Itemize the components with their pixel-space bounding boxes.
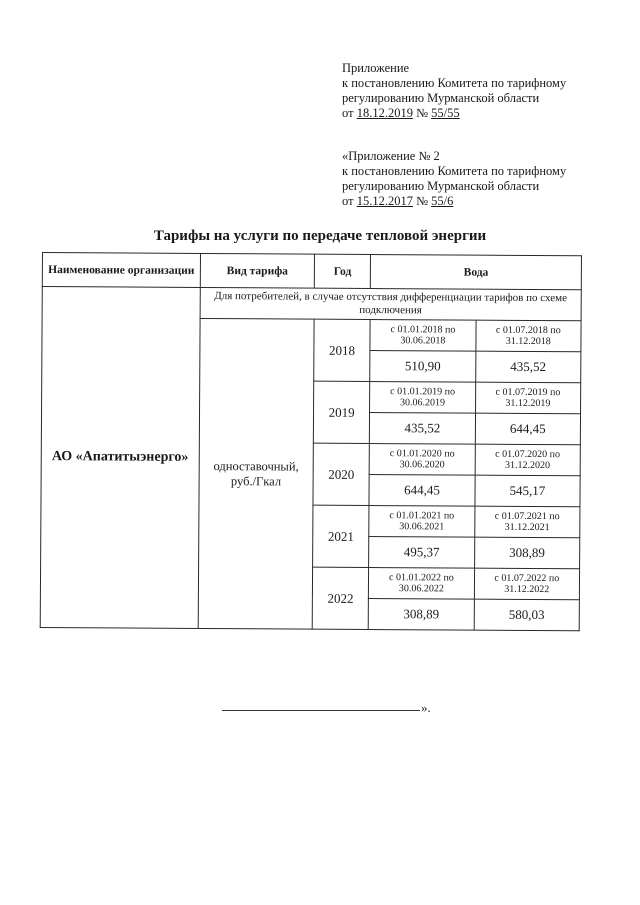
tariff-value: 545,17 [475, 475, 581, 507]
annex-committee-line: регулированию Мурманской области [342, 91, 540, 105]
tariff-value: 308,89 [368, 599, 474, 631]
tariff-value: 510,90 [370, 351, 476, 383]
period-first-half: с 01.01.2021 по 30.06.2021 [369, 506, 475, 538]
period-first-half: с 01.01.2020 по 30.06.2020 [369, 444, 475, 476]
number-prefix: № [412, 194, 432, 208]
header-water: Вода [371, 255, 582, 290]
year-cell: 2021 [313, 505, 370, 567]
period-first-half: с 01.01.2019 по 30.06.2019 [370, 382, 476, 414]
annex-label: Приложение [342, 61, 410, 75]
period-second-half: с 01.07.2020 по 31.12.2020 [475, 444, 581, 476]
annex-label: «Приложение № 2 [342, 149, 440, 163]
resolution-number: 55/55 [431, 106, 460, 120]
year-cell: 2022 [312, 567, 369, 629]
tariff-value: 308,89 [474, 537, 580, 569]
tariff-value: 644,45 [475, 413, 581, 445]
period-first-half: с 01.01.2022 по 30.06.2022 [369, 568, 475, 600]
period-second-half: с 01.07.2018 по 31.12.2018 [476, 320, 582, 352]
year-cell: 2020 [313, 443, 370, 505]
date-prefix: от [342, 194, 357, 208]
period-first-half: с 01.01.2018 по 30.06.2018 [370, 320, 476, 352]
tariff-kind: одноставочный, руб./Гкал [198, 318, 314, 629]
document-title: Тарифы на услуги по передаче тепловой энергии [153, 228, 487, 244]
date-prefix: от [342, 106, 357, 120]
year-cell: 2018 [314, 319, 371, 381]
period-second-half: с 01.07.2022 по 31.12.2022 [474, 568, 580, 600]
organization-name: АО «Апатитыэнерго» [40, 287, 200, 629]
tariff-value: 495,37 [369, 537, 475, 569]
annex-committee-line: регулированию Мурманской области [342, 179, 540, 193]
tariff-value: 435,52 [370, 413, 476, 445]
header-year: Год [314, 254, 370, 288]
tariff-value: 644,45 [369, 475, 475, 507]
resolution-number: 55/6 [431, 194, 454, 208]
period-second-half: с 01.07.2019 по 31.12.2019 [475, 382, 581, 414]
consumer-note: Для потребителей, в случае отсутствия дифференциации тарифов по схеме подключения [200, 287, 581, 320]
annex-header-current [342, 61, 566, 121]
annex-header-original [342, 149, 566, 209]
tariff-value: 435,52 [475, 351, 581, 383]
tariff-value: 580,03 [474, 599, 580, 631]
annex-resolution-line: к постановлению Комитета по тарифному [342, 76, 567, 90]
header-tariff-kind: Вид тарифа [200, 253, 314, 288]
annex-date-line [342, 106, 566, 121]
tariff-table [40, 252, 582, 631]
year-cell: 2019 [313, 381, 370, 443]
resolution-date: 15.12.2017 [356, 194, 413, 208]
period-second-half: с 01.07.2021 по 31.12.2021 [474, 506, 580, 538]
resolution-date: 18.12.2019 [356, 106, 413, 120]
annex-date-line [342, 194, 566, 209]
header-organization: Наименование организации [42, 253, 200, 288]
annex-resolution-line: к постановлению Комитета по тарифному [342, 164, 567, 178]
table-row [42, 287, 581, 321]
closing-underline [222, 710, 420, 711]
number-prefix: № [412, 106, 432, 120]
closing-quote-mark: ». [421, 700, 431, 715]
table-header-row [42, 253, 581, 290]
